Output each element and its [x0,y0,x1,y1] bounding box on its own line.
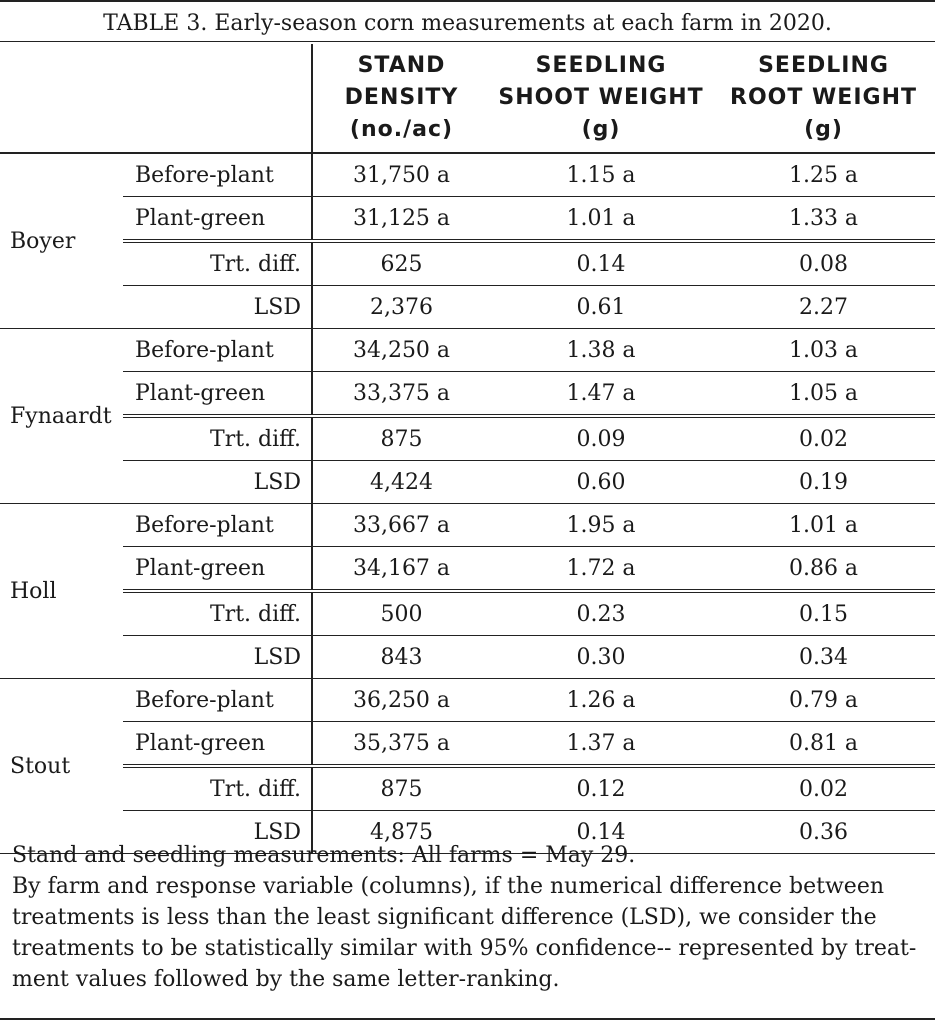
root-weight-cell: 2.27 [712,286,935,329]
treatment-label: Trt. diff. [123,766,312,811]
root-weight-cell: 0.81 a [712,722,935,767]
stand-density-cell: 36,250 a [312,679,490,722]
stand-density-cell: 4,424 [312,461,490,504]
stand-density-cell: 34,167 a [312,547,490,592]
stand-density-cell: 34,250 a [312,329,490,372]
note-line: Stand and seedling measurements: All farms = May 29. [12,843,636,868]
header-seedling-root-weight: SEEDLING ROOT WEIGHT (g) [712,44,935,153]
table-row [0,766,935,811]
treatment-label: Plant-green [123,372,312,417]
shoot-weight-cell: 1.01 a [490,197,712,242]
farm-name: Fynaardt [0,329,123,504]
treatment-label: LSD [123,286,312,329]
table-body [0,153,935,854]
root-weight-cell: 0.02 [712,416,935,461]
table-row [0,372,935,417]
header-row [0,44,935,153]
stand-density-cell: 33,667 a [312,504,490,547]
root-weight-cell: 1.01 a [712,504,935,547]
root-weight-cell: 1.05 a [712,372,935,417]
shoot-weight-cell: 0.14 [490,811,712,854]
shoot-weight-cell: 1.72 a [490,547,712,592]
root-weight-cell: 0.34 [712,636,935,679]
table-row [0,241,935,286]
stand-density-cell: 4,875 [312,811,490,854]
shoot-weight-cell: 0.61 [490,286,712,329]
stand-density-cell: 33,375 a [312,372,490,417]
table-row [0,197,935,242]
shoot-weight-cell: 0.23 [490,591,712,636]
treatment-label: Before-plant [123,679,312,722]
table-notes [12,840,927,995]
stand-density-cell: 31,125 a [312,197,490,242]
stand-density-cell: 843 [312,636,490,679]
table-row [0,504,935,547]
shoot-weight-cell: 1.37 a [490,722,712,767]
treatment-label: LSD [123,636,312,679]
shoot-weight-cell: 0.30 [490,636,712,679]
treatment-label: Plant-green [123,197,312,242]
note-line: treatments is less than the least significant difference (LSD), we consider the [12,905,877,930]
header-seedling-shoot-weight: SEEDLING SHOOT WEIGHT (g) [490,44,712,153]
table-row [0,416,935,461]
shoot-weight-cell: 0.14 [490,241,712,286]
table-row [0,591,935,636]
table-row [0,286,935,329]
shoot-weight-cell: 1.38 a [490,329,712,372]
farm-name: Boyer [0,153,123,329]
treatment-label: LSD [123,811,312,854]
table-caption: TABLE 3. Early-season corn measurements at each farm in 2020. [0,0,935,42]
stand-density-cell: 35,375 a [312,722,490,767]
farm-name: Holl [0,504,123,679]
treatment-label: Before-plant [123,329,312,372]
table-row [0,722,935,767]
note-line: treatments to be statistically similar with 95% confidence-- represented by treat- [12,936,917,961]
treatment-label: Before-plant [123,504,312,547]
treatment-label: Plant-green [123,547,312,592]
shoot-weight-cell: 0.12 [490,766,712,811]
stand-density-cell: 2,376 [312,286,490,329]
treatment-label: Trt. diff. [123,241,312,286]
treatment-label: Trt. diff. [123,416,312,461]
shoot-weight-cell: 1.26 a [490,679,712,722]
note-line: By farm and response variable (columns), if the numerical difference between [12,874,885,899]
root-weight-cell: 1.03 a [712,329,935,372]
root-weight-cell: 0.02 [712,766,935,811]
stand-density-cell: 31,750 a [312,153,490,197]
treatment-label: LSD [123,461,312,504]
shoot-weight-cell: 0.60 [490,461,712,504]
root-weight-cell: 1.33 a [712,197,935,242]
treatment-label: Before-plant [123,153,312,197]
table-row [0,329,935,372]
note-line: ment values followed by the same letter-ranking. [12,967,560,992]
table-row [0,636,935,679]
treatment-label: Trt. diff. [123,591,312,636]
root-weight-cell: 0.15 [712,591,935,636]
stand-density-cell: 875 [312,766,490,811]
shoot-weight-cell: 1.95 a [490,504,712,547]
root-weight-cell: 1.25 a [712,153,935,197]
root-weight-cell: 0.79 a [712,679,935,722]
root-weight-cell: 0.19 [712,461,935,504]
bottom-rule [0,1018,935,1020]
stand-density-cell: 625 [312,241,490,286]
root-weight-cell: 0.86 a [712,547,935,592]
table-row [0,153,935,197]
farm-name: Stout [0,679,123,854]
stand-density-cell: 875 [312,416,490,461]
shoot-weight-cell: 1.47 a [490,372,712,417]
measurements-table [0,44,935,854]
root-weight-cell: 0.08 [712,241,935,286]
table-row [0,461,935,504]
stand-density-cell: 500 [312,591,490,636]
root-weight-cell: 0.36 [712,811,935,854]
header-stand-density: STAND DENSITY (no./ac) [312,44,490,153]
shoot-weight-cell: 0.09 [490,416,712,461]
header-blank [0,44,312,153]
treatment-label: Plant-green [123,722,312,767]
table-row [0,547,935,592]
table-row [0,679,935,722]
shoot-weight-cell: 1.15 a [490,153,712,197]
